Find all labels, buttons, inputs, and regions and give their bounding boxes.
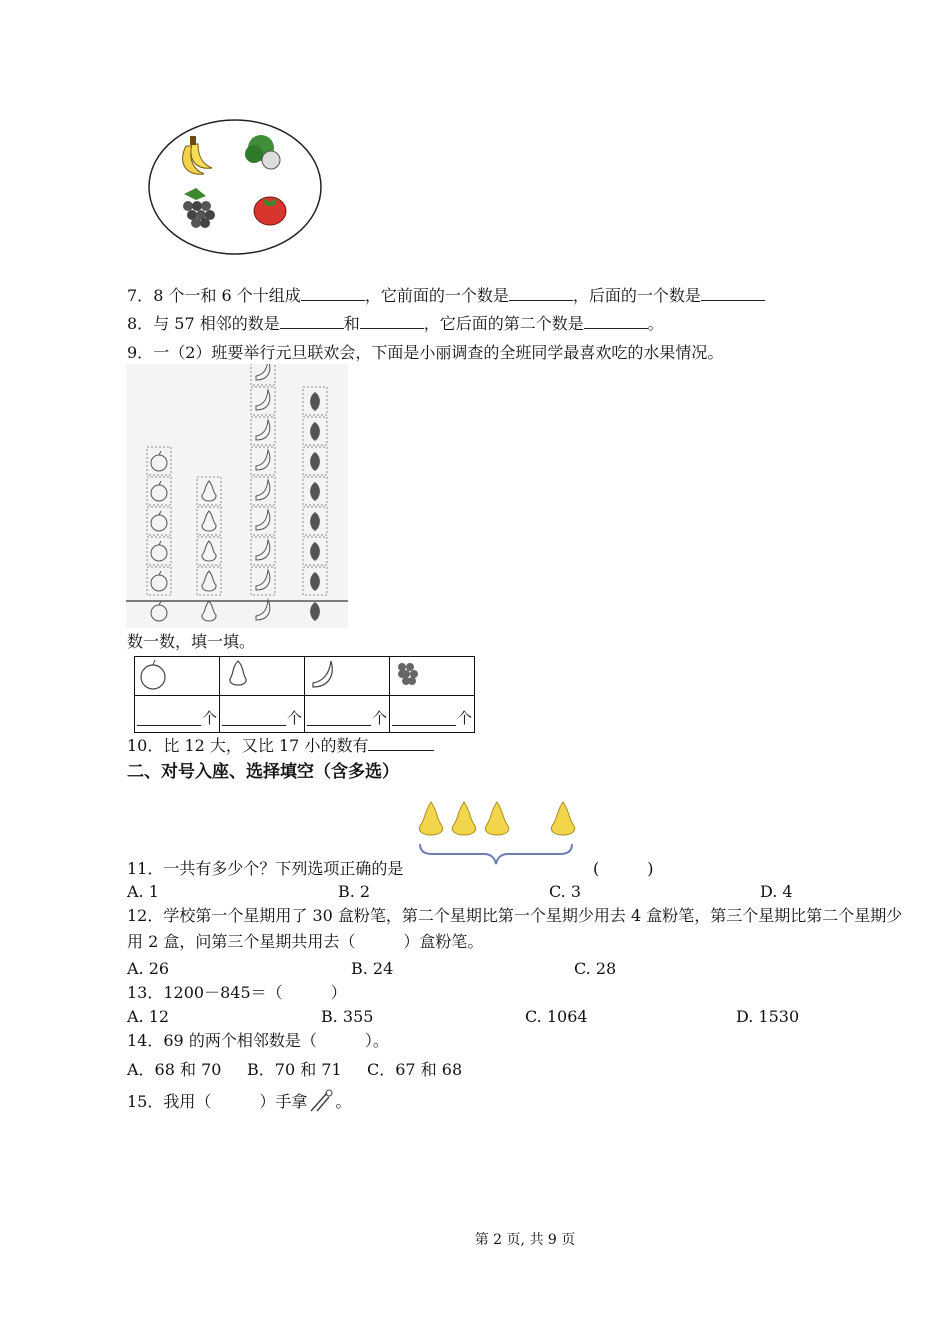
banana-icon: [183, 136, 212, 174]
q7-text-2: ，它前面的一个数是: [364, 286, 509, 305]
fruit-pictograph-chart: [126, 364, 348, 628]
unit-label: 个: [201, 709, 217, 727]
q8-text-1: 与 57 相邻的数是: [153, 314, 280, 333]
option-c[interactable]: C. 28: [574, 959, 617, 978]
option-b[interactable]: B. 2: [338, 882, 371, 901]
pear-icon: [220, 657, 256, 691]
count-banana-input[interactable]: [305, 696, 390, 733]
answer-blank[interactable]: [368, 736, 434, 751]
unit-label: 个: [456, 709, 472, 727]
count-grape-input[interactable]: [390, 696, 475, 733]
answer-blank[interactable]: [584, 314, 648, 329]
question-14: [127, 1031, 389, 1051]
fruit-count-table: [134, 656, 475, 733]
grape-icon: [183, 188, 215, 228]
option-c[interactable]: C．67 和 68: [367, 1060, 463, 1079]
pears-illustration: [412, 798, 582, 870]
question-number: 10．: [127, 736, 164, 755]
question-number: 9．: [127, 343, 154, 362]
question-11: [127, 859, 403, 879]
q8-text-4: 。: [647, 314, 664, 333]
banana-icon: [305, 657, 341, 691]
question-12: [127, 906, 902, 926]
tomato-icon: [254, 197, 286, 225]
unit-label: 个: [371, 709, 387, 727]
q9-text: 一（2）班要举行元旦联欢会，下面是小丽调查的全班同学最喜欢吃的水果情况。: [153, 343, 724, 362]
q7-text-3: ，后面的一个数是: [572, 286, 701, 305]
answer-blank[interactable]: [301, 286, 365, 301]
option-b[interactable]: B．70 和 71: [247, 1060, 342, 1079]
option-a[interactable]: A. 1: [127, 882, 159, 901]
option-a[interactable]: A. 12: [127, 1007, 170, 1026]
table-cell-apple: [135, 657, 220, 696]
q14-text: 69 的两个相邻数是（ ）。: [163, 1031, 389, 1050]
question-number: 7．: [127, 286, 154, 305]
q12-text-line1: 学校第一个星期用了 30 盒粉笔，第二个星期比第一个星期少用去 4 盒粉笔，第三个星期比第二个星期少: [163, 906, 903, 925]
question-8: [127, 314, 664, 334]
answer-blank[interactable]: [701, 286, 765, 301]
question-10: [127, 736, 434, 756]
question-number: 15．: [127, 1092, 164, 1111]
q8-text-3: ，它后面的第二个数是: [423, 314, 584, 333]
count-apple-input[interactable]: [135, 696, 220, 733]
question-number: 8．: [127, 314, 154, 333]
q8-text-2: 和: [343, 314, 360, 333]
table-cell-pear: [220, 657, 305, 696]
q15-text: 我用（ ）手拿: [163, 1092, 308, 1111]
option-c[interactable]: C. 1064: [525, 1007, 588, 1026]
table-cell-banana: [305, 657, 390, 696]
answer-blank[interactable]: [509, 286, 573, 301]
unit-label: 个: [286, 709, 302, 727]
answer-parentheses[interactable]: ( ): [593, 859, 654, 878]
question-7: [127, 286, 765, 306]
question-15: [127, 1089, 351, 1113]
option-a[interactable]: A．68 和 70: [127, 1060, 222, 1079]
option-c[interactable]: C. 3: [549, 882, 582, 901]
question-9: [127, 343, 723, 363]
question-number: 12．: [127, 906, 164, 925]
fruit-oval-illustration: [146, 116, 326, 258]
question-number: 14．: [127, 1031, 164, 1050]
q7-text-1: 8 个一和 6 个十组成: [153, 286, 301, 305]
grape-icon: [390, 657, 426, 691]
option-b[interactable]: B. 355: [321, 1007, 374, 1026]
q13-text: 1200－845＝（ ）: [163, 983, 347, 1002]
question-number: 13．: [127, 983, 164, 1002]
cabbage-icon: [245, 135, 280, 169]
section-heading: 二、对号入座、选择填空（含多选）: [127, 762, 399, 782]
question-number: 11．: [127, 859, 164, 878]
q15-end: 。: [335, 1092, 352, 1111]
answer-blank[interactable]: [360, 314, 424, 329]
q10-text: 比 12 大，又比 17 小的数有: [163, 736, 369, 755]
page-footer: 第 2 页, 共 9 页: [474, 1232, 576, 1248]
option-d[interactable]: D. 4: [760, 882, 793, 901]
scissors-icon: [307, 1089, 335, 1113]
apple-icon: [135, 657, 171, 691]
q11-text: 一共有多少个？下列选项正确的是: [163, 859, 404, 878]
q12-text-line2: 用 2 盒，问第三个星期共用去（ ）盒粉笔。: [127, 932, 484, 951]
question-13: [127, 983, 347, 1003]
option-d[interactable]: D. 1530: [736, 1007, 800, 1026]
chart-instruction: 数一数，填一填。: [127, 632, 256, 651]
count-pear-input[interactable]: [220, 696, 305, 733]
option-a[interactable]: A. 26: [127, 959, 170, 978]
answer-blank[interactable]: [280, 314, 344, 329]
option-b[interactable]: B. 24: [351, 959, 394, 978]
table-cell-grape: [390, 657, 475, 696]
